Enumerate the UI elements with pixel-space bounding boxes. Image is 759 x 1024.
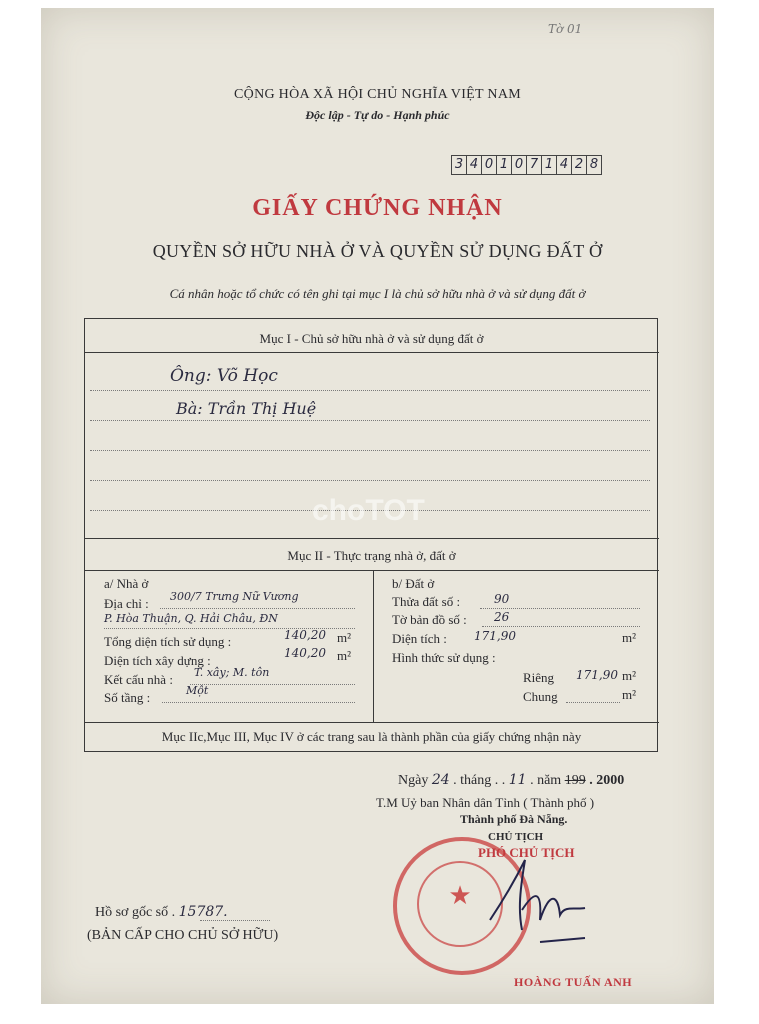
total-area-value: 140,20 (284, 628, 326, 642)
corner-note: Tờ 01 (548, 22, 583, 36)
dotted-line (90, 390, 650, 391)
house-label: a/ Nhà ở (104, 576, 149, 591)
floors-value: Một (186, 684, 209, 697)
serial-digit: 1 (542, 156, 557, 174)
land-area-unit: m² (622, 630, 637, 645)
serial-digit: 7 (527, 156, 542, 174)
owner-2: Bà: Trần Thị Huệ (176, 399, 317, 418)
dotted-line (566, 702, 620, 703)
issuing-city: Thành phố Đà Nẵng. (460, 812, 568, 826)
signer-role: CHỦ TỊCH (488, 831, 544, 843)
serial-digit: 3 (452, 156, 467, 174)
date-line (398, 772, 624, 789)
dotted-line (482, 626, 640, 627)
date-month: 11 (508, 772, 527, 788)
dossier-note: (BẢN CẤP CHO CHỦ SỞ HỮU) (87, 928, 279, 943)
dotted-line (90, 480, 650, 481)
star-icon: ★ (448, 881, 472, 911)
land-area-label: Diện tích : (392, 631, 447, 646)
divider (84, 570, 659, 571)
date-prefix: Ngày (398, 773, 429, 788)
intro-text: Cá nhân hoặc tổ chức có tên ghi tại mục I là chủ sở hữu nhà ở và sử dụng đất ở (169, 286, 586, 301)
dotted-line (190, 684, 355, 685)
serial-digit: 0 (482, 156, 497, 174)
land-area-value: 171,90 (474, 629, 516, 643)
map-label: Tờ bản đồ số : (392, 612, 467, 627)
dossier-number: 15787. (178, 904, 228, 920)
serial-digit: 8 (589, 157, 599, 172)
plot-value: 90 (494, 592, 510, 606)
address-line-1: 300/7 Trưng Nữ Vương (170, 590, 299, 603)
watermark: choTOT (312, 494, 425, 527)
floors-label: Số tầng : (104, 690, 151, 705)
document-subtitle: QUYỀN SỞ HỮU NHÀ Ở VÀ QUYỀN SỬ DỤNG ĐẤT Ở (152, 241, 603, 261)
land-label: b/ Đất ở (392, 576, 435, 591)
address-label: Địa chỉ : (104, 596, 149, 611)
year-struck: 199 (564, 773, 586, 788)
serial-digit: 4 (467, 156, 482, 174)
date-year: . 2000 (589, 773, 625, 788)
country-heading: CỘNG HÒA XÃ HỘI CHỦ NGHĨA VIỆT NAM (234, 87, 521, 102)
serial-digit: 4 (557, 156, 572, 174)
dossier-line (95, 904, 228, 921)
section2-footer: Mục IIc,Mục III, Mục IV ở các trang sau là thành phần của giấy chứng nhận này (161, 729, 582, 744)
dotted-line (162, 702, 355, 703)
common-label: Chung (523, 689, 558, 704)
dossier-label: Hồ sơ gốc số . (95, 905, 176, 920)
build-area-value: 140,20 (284, 646, 326, 660)
serial-digit: 1 (497, 156, 512, 174)
private-value: 171,90 (576, 668, 618, 682)
issuing-authority: T.M Uỷ ban Nhân dân Tỉnh ( Thành phố ) (376, 795, 595, 810)
section2-heading: Mục II - Thực trạng nhà ở, đất ở (287, 548, 456, 563)
common-unit: m² (622, 687, 637, 702)
private-label: Riêng (523, 670, 555, 685)
private-unit: m² (622, 668, 637, 683)
month-label: . tháng . . (453, 773, 506, 788)
serial-digit: 0 (512, 156, 527, 174)
structure-label: Kết cấu nhà : (104, 672, 173, 687)
serial-digit: 2 (572, 156, 587, 174)
serial-number-boxes (451, 155, 602, 175)
dotted-line (480, 608, 640, 609)
column-divider (373, 570, 374, 722)
divider (84, 538, 659, 539)
signer-role-stamp: PHÓ CHỦ TỊCH (478, 845, 575, 860)
address-line-2: P. Hòa Thuận, Q. Hải Châu, ĐN (104, 612, 278, 625)
structure-value: T. xây; M. tôn (194, 666, 270, 679)
dotted-line (200, 920, 270, 921)
total-area-unit: m² (337, 630, 352, 645)
usage-label: Hình thức sử dụng : (392, 650, 496, 665)
plot-label: Thửa đất số : (392, 594, 461, 609)
dotted-line (90, 420, 650, 421)
divider (84, 352, 659, 353)
document-title: GIẤY CHỨNG NHẬN (252, 195, 503, 221)
handwritten-signature (480, 850, 590, 950)
map-value: 26 (494, 610, 510, 624)
total-area-label: Tổng diện tích sử dụng : (104, 634, 232, 649)
dotted-line (90, 450, 650, 451)
build-area-unit: m² (337, 648, 352, 663)
owner-1: Ông: Võ Học (170, 366, 278, 386)
divider (84, 722, 659, 723)
dotted-line (160, 608, 355, 609)
signer-name: HOÀNG TUẤN ANH (514, 975, 633, 989)
year-label: . năm (530, 773, 562, 788)
section1-heading: Mục I - Chủ sở hữu nhà ở và sử dụng đất ở (259, 331, 484, 346)
build-area-label: Diện tích xây dựng : (104, 653, 211, 668)
motto: Độc lập - Tự do - Hạnh phúc (305, 108, 450, 122)
date-day: 24 (431, 772, 450, 788)
